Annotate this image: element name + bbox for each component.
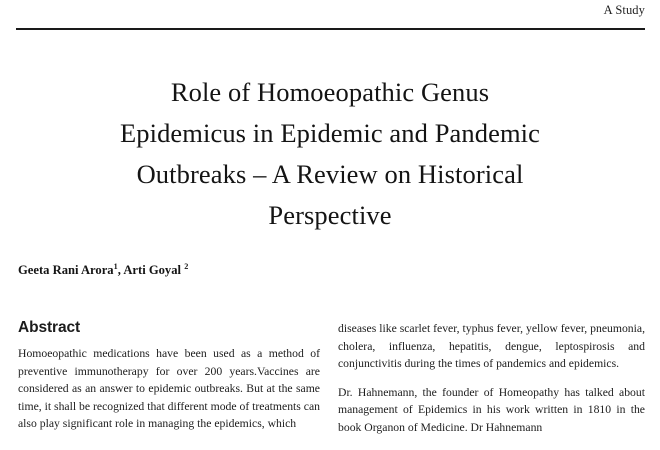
author-name-1: Geeta Rani Arora [18, 263, 114, 277]
running-head: A Study [603, 3, 645, 17]
title-line-4: Perspective [268, 199, 392, 230]
title-line-2: Epidemicus in Epidemic and Pandemic [119, 117, 541, 148]
author-affiliation-marker-2: 2 [184, 261, 189, 271]
paragraph: diseases like scarlet fever, typhus fever, yellow fever, pneumonia, cholera, influenza, hepatitis, dengue, leptospirosis and conjunctivitis during the times of pandemics and epidemics. [338, 322, 645, 371]
paragraph: Dr. Hahnemann, the founder of Homeopathy has talked about management of Epidemics in his work written in 1810 in the book Organon of Medicine. Dr Hahnemann [338, 385, 645, 434]
abstract-heading: Abstract [18, 319, 81, 336]
title-line-3: Outbreaks – A Review on Historical [136, 158, 524, 189]
author-byline [18, 262, 348, 278]
author-affiliation-marker-1: 1 [113, 261, 118, 271]
abstract-column-left [18, 345, 320, 433]
author-separator: , [117, 263, 124, 277]
author-name-2: Arti Goyal [123, 263, 182, 277]
abstract-column-right [338, 320, 645, 437]
title-line-1: Role of Homoeopathic Genus [170, 76, 490, 107]
header-divider-rule [16, 28, 645, 30]
paragraph: Homoeopathic medications have been used as a method of preventive immunotherapy for over 200 years.Vaccines are considered as an answer to epidemic outbreaks. But at the same time, it shall be recognized that different mode of treatments can also play significant role in managing the epidemics, which [18, 347, 320, 431]
page-title [30, 72, 630, 236]
